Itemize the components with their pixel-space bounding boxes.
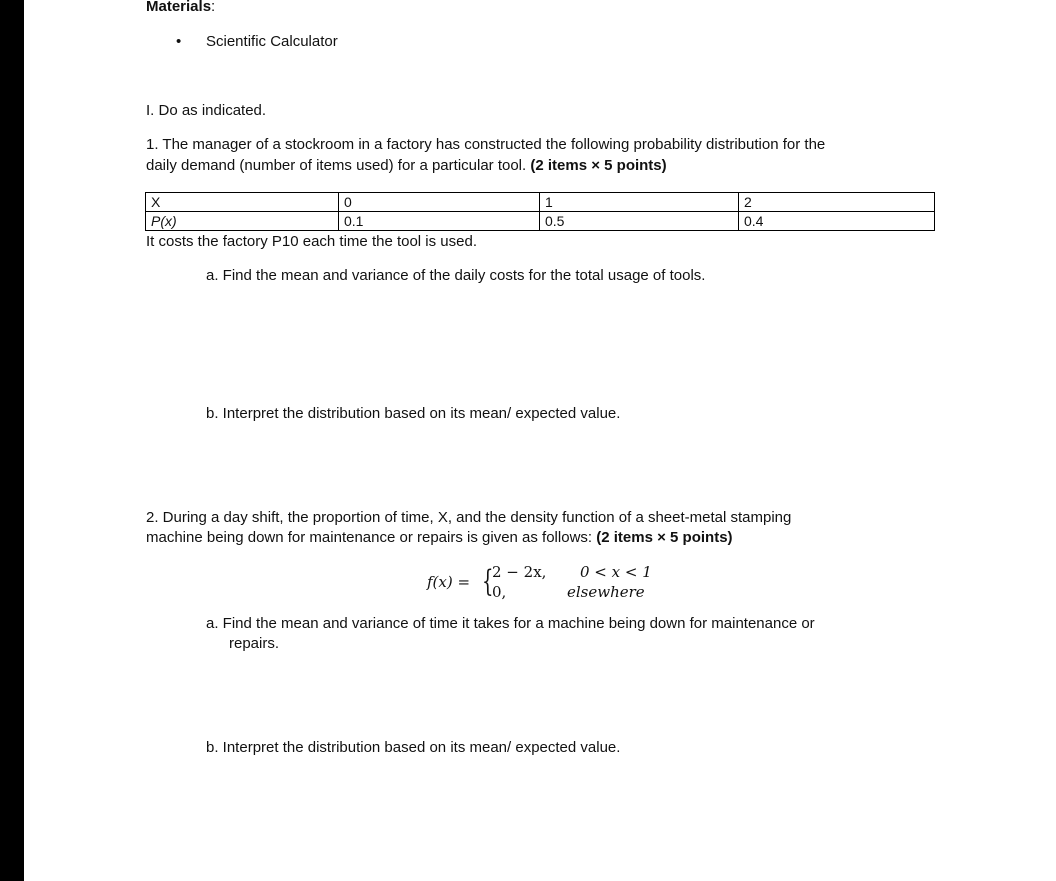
table-cell: 0.4 (739, 212, 935, 231)
q1-cost-note: It costs the factory P10 each time the tool is used. (146, 233, 478, 250)
formula-cond2: elsewhere (567, 583, 645, 601)
q2-points: (2 items × 5 points) (596, 529, 733, 546)
formula-case2: 0, (492, 583, 507, 601)
table-cell: 2 (739, 193, 935, 212)
formula-cond1: 0 < x < 1 (580, 563, 652, 581)
q2-text-line2: machine being down for maintenance or repairs is given as follows: (2 items × 5 points) (146, 529, 733, 546)
q2-part-a-line2: repairs. (229, 635, 280, 652)
materials-item: Scientific Calculator (206, 33, 338, 50)
materials-heading: Materials: (146, 0, 216, 15)
q1-part-b: b. Interpret the distribution based on its mean/ expected value. (206, 405, 621, 422)
q1-part-a: a. Find the mean and variance of the daily costs for the total usage of tools. (206, 267, 706, 284)
formula-lhs: f(x) = (427, 573, 471, 591)
formula-case1: 2 − 2x, (492, 563, 547, 581)
table-cell: 0 (339, 193, 540, 212)
q1-points: (2 items × 5 points) (530, 157, 667, 174)
left-black-border (0, 0, 24, 881)
q2-part-b: b. Interpret the distribution based on its mean/ expected value. (206, 739, 621, 756)
section-heading: I. Do as indicated. (146, 102, 267, 119)
table-row-x (146, 193, 935, 212)
table-cell: P(x) (146, 212, 339, 231)
q1-text-line1: 1. The manager of a stockroom in a factory has constructed the following probability distribution for the (146, 136, 826, 153)
table-row-px (146, 212, 935, 231)
brace: { (482, 564, 494, 599)
q1-text-line2: daily demand (number of items used) for a particular tool. (2 items × 5 points) (146, 157, 667, 174)
table-cell: 0.5 (540, 212, 739, 231)
probability-table (145, 192, 935, 231)
table-cell: 1 (540, 193, 739, 212)
bullet-icon: • (176, 33, 182, 50)
q2-part-a-line1: a. Find the mean and variance of time it takes for a machine being down for maintenance or (206, 615, 815, 632)
q2-text-line1: 2. During a day shift, the proportion of time, X, and the density function of a sheet-metal stamping (146, 509, 792, 526)
table-cell: 0.1 (339, 212, 540, 231)
table-cell: X (146, 193, 339, 212)
